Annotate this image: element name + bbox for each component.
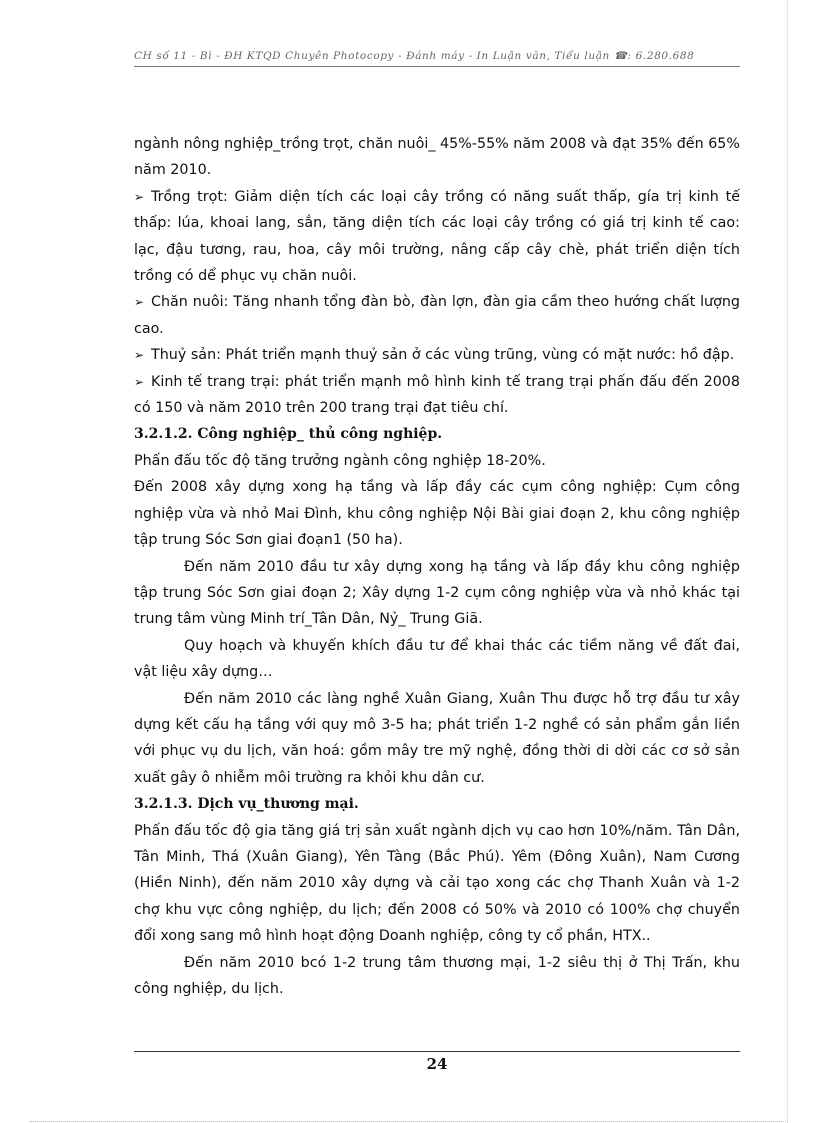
paragraph: Quy hoạch và khuyến khích đầu tư để khai thác các tiềm năng về đất đai, vật liệu xây dựng…	[134, 637, 740, 681]
header-divider	[134, 66, 740, 67]
page-number: 24	[426, 1055, 448, 1073]
bullet-item	[134, 184, 740, 290]
paragraph: Đến năm 2010 các làng nghề Xuân Giang, Xuân Thu được hỗ trợ đầu tư xây dựng kết cấu hạ tầng với quy mô 3-5 ha; phát triển 1-2 nghề có sản phẩm gắn liền với phục vụ du lịch, văn hoá: gồm mây tre mỹ nghệ, đồng thời di dời các cơ sở sản xuất gây ô nhiễm môi trường ra khỏi khu dân cư.	[134, 690, 740, 786]
bullet-text: Chăn nuôi: Tăng nhanh tổng đàn bò, đàn lợn, đàn gia cầm theo hướng chất lượng cao.	[134, 294, 740, 337]
arrow-bullet-icon: ➢	[134, 374, 145, 389]
section-heading: 3.2.1.3. Dịch vụ_thương mại.	[134, 796, 359, 813]
page-edge-right	[787, 0, 788, 1123]
bullet-text: Trồng trọt: Giảm diện tích các loại cây trồng có năng suất thấp, gía trị kinh tế thấp: lúa, khoai lang, sắn, tăng diện tích các loại cây trồng có giá trị kinh tế cao: lạc, đậu tương, rau, hoa, cây môi trường, nâng cấp cây chè, phát triển diện tích trồng có dể phục vụ chăn nuôi.	[134, 188, 740, 285]
document-body	[134, 131, 740, 1002]
bullet-item	[134, 289, 740, 342]
paragraph: Đến năm 2010 đầu tư xây dựng xong hạ tầng và lấp đầy khu công nghiệp tập trung Sóc Sơn giai đoạn 2; Xây dựng 1-2 cụm công nghiệp vừa và nhỏ khác tại trung tâm vùng Minh trí_Tân Dân, Nỷ_ Trung Giã.	[134, 558, 740, 628]
page-edge-bottom	[30, 1121, 786, 1122]
page-header: CH số 11 - Bì - ĐH KTQD Chuyên Photocopy - Đánh máy - In Luận văn, Tiểu luận ☎: 6.280.688	[134, 50, 695, 62]
section-heading: 3.2.1.2. Công nghiệp_ thủ công nghiệp.	[134, 426, 443, 443]
bullet-item	[134, 369, 740, 422]
paragraph: ngành nông nghiệp_trồng trọt, chăn nuôi_ 45%-55% năm 2008 và đạt 35% đến 65% năm 2010.	[134, 136, 740, 179]
arrow-bullet-icon: ➢	[134, 189, 145, 204]
paragraph: Phấn đấu tốc độ gia tăng giá trị sản xuất ngành dịch vụ cao hơn 10%/năm. Tân Dân, Tân Minh, Thá (Xuân Giang), Yên Tàng (Bắc Phú). Yêm (Đông Xuân), Nam Cương (Hiền Ninh), đến năm 2010 xây dựng và cải tạo xong các chợ Thanh Xuân và 1-2 chợ khu vực công nghiệp, du lịch; đến 2008 có 50% và 2010 có 100% chợ chuyển đổi xong sang mô hình hoạt động Doanh nghiệp, công ty cổ phần, HTX..	[134, 822, 740, 945]
arrow-bullet-icon: ➢	[134, 348, 145, 363]
footer-divider	[134, 1051, 740, 1052]
arrow-bullet-icon: ➢	[134, 295, 145, 310]
bullet-text: Kinh tế trang trại: phát triển mạnh mô hình kinh tế trang trại phấn đấu đến 2008 có 150 và năm 2010 trên 200 trang trại đạt tiêu chí.	[134, 373, 740, 417]
paragraph: Đến 2008 xây dựng xong hạ tầng và lấp đầy các cụm công nghiệp: Cụm công nghiệp vừa và nhỏ Mai Đình, khu công nghiệp Nội Bài giai đoạn 2, khu công nghiệp tập trung Sóc Sơn giai đoạn1 (50 ha).	[134, 479, 740, 549]
bullet-text: Thuỷ sản: Phát triển mạnh thuỷ sản ở các vùng trũng, vùng có mặt nước: hồ đập.	[151, 347, 735, 364]
bullet-item	[134, 342, 740, 368]
paragraph: Đến năm 2010 bcó 1-2 trung tâm thương mại, 1-2 siêu thị ở Thị Trấn, khu công nghiệp, du lịch.	[134, 954, 740, 997]
paragraph: Phấn đấu tốc độ tăng trưởng ngành công nghiệp 18-20%.	[134, 452, 546, 469]
